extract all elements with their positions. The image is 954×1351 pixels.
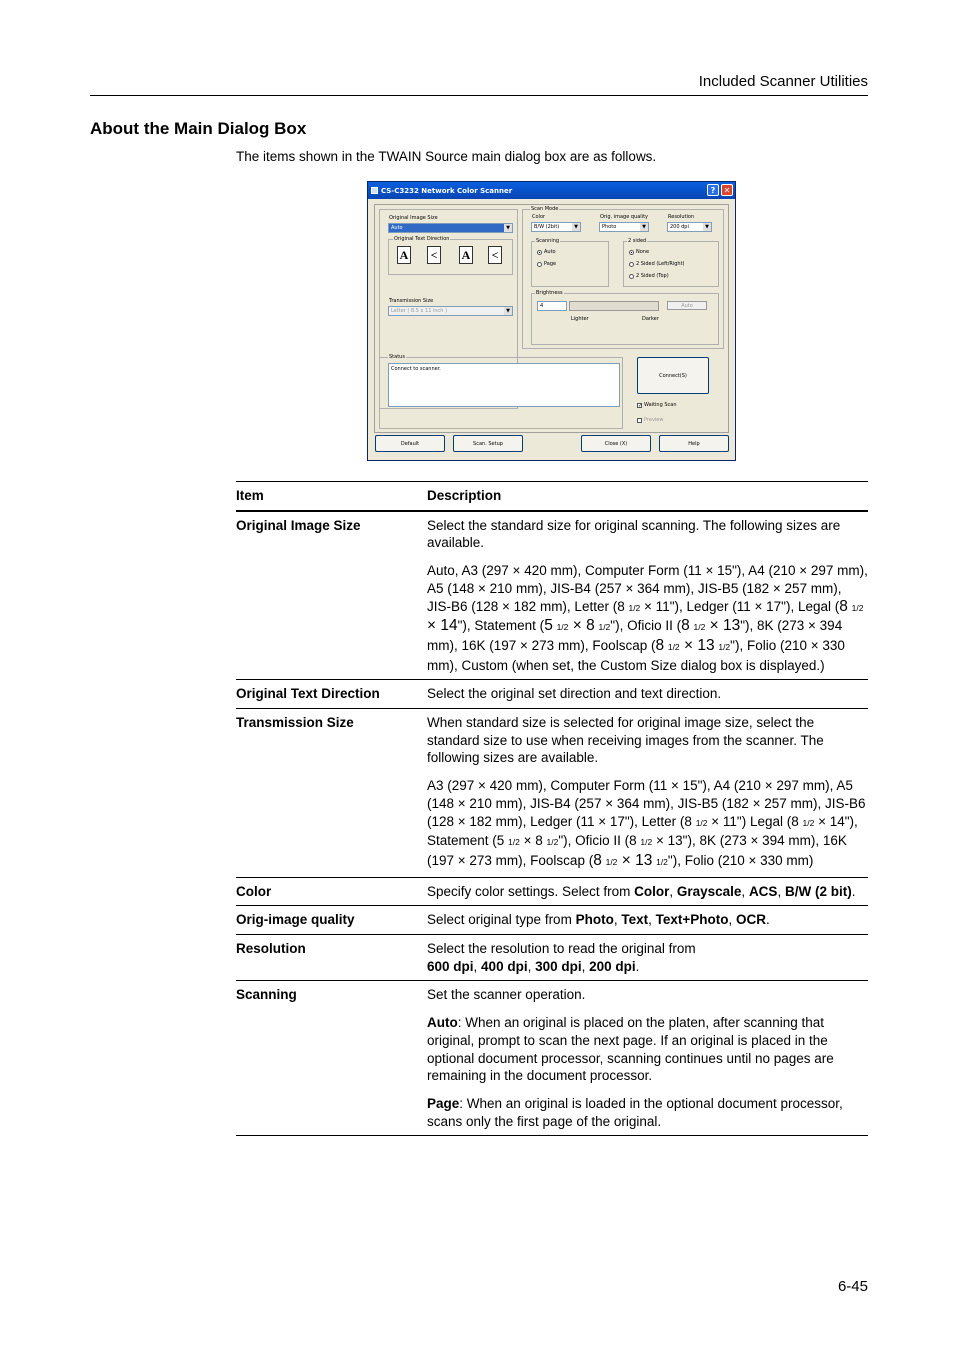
chevron-down-icon: ▼ — [504, 307, 512, 315]
text: "), Folio (210 × 330 mm), Custom (when set, the Custom Size dialog box is displayed.) — [427, 637, 845, 673]
text: × 13 — [617, 851, 653, 869]
row-item: Orig-image quality — [236, 912, 355, 928]
fraction: 1/2 — [546, 837, 559, 848]
auto-button[interactable]: Auto — [667, 301, 707, 310]
text: × 13 — [679, 636, 715, 654]
option-acs: ACS — [748, 883, 778, 899]
table-row — [236, 878, 868, 907]
text: . — [766, 912, 770, 928]
text: × 11") Legal (8 — [707, 813, 803, 829]
text: , — [527, 958, 536, 974]
fraction: 1/2 — [556, 622, 569, 633]
text: Select original type from — [427, 912, 576, 928]
dialog-titlebar — [368, 182, 735, 199]
text: : When an original is loaded in the optional document processor, scans only the first page of the original. — [427, 1095, 843, 1129]
help-button[interactable]: Help — [659, 435, 729, 452]
fraction: 1/2 — [667, 641, 680, 652]
row-item: Resolution — [236, 941, 306, 957]
row-item: Scanning — [236, 987, 297, 1003]
scanning-auto-label: Auto — [544, 249, 556, 255]
text: 8 — [681, 617, 690, 635]
brightness-label: Brightness — [536, 290, 563, 296]
checkmark-icon: ✓ — [638, 402, 643, 409]
scan-mode-label: Scan Mode — [531, 206, 559, 212]
original-image-size-value: Auto — [391, 225, 403, 231]
two-sided-lr-label: 2 Sided (Left/Right) — [636, 261, 685, 267]
text: × 14"), Statement (5 — [427, 813, 858, 849]
two-sided-none-radio[interactable] — [629, 249, 649, 255]
scanning-label: Scanning — [536, 238, 560, 244]
text: , — [669, 883, 677, 899]
table-row — [236, 981, 868, 1136]
direction-portrait-icon[interactable]: A — [397, 246, 411, 264]
text: Select the resolution to read the original from — [427, 941, 696, 957]
paragraph — [427, 777, 868, 872]
term-auto: Auto — [427, 1015, 458, 1031]
running-header: Included Scanner Utilities — [698, 73, 868, 90]
option-300dpi: 300 dpi — [535, 958, 582, 974]
two-sided-none-label: None — [636, 249, 650, 255]
row-description — [427, 709, 868, 877]
text: "), Oficio II (8 — [558, 833, 641, 849]
radio-icon — [629, 274, 634, 279]
two-sided-top-radio[interactable] — [629, 273, 669, 279]
row-description: Select the original set direction and text direction. — [427, 686, 722, 702]
text: × 14 — [427, 617, 458, 635]
transmission-size-select[interactable] — [388, 306, 513, 316]
text: Auto, A3 (297 × 420 mm), Computer Form (11 × 15"), A4 (210 × 297 mm), A5 (148 × 210 mm), JIS-B4 (257 × 364 mm), JIS-B5 (182 × 257 mm), JIS-B6 (128 × 182 mm), Letter (8 — [427, 563, 868, 614]
text: × 8 — [568, 617, 595, 635]
text: , — [777, 883, 785, 899]
text: 8 — [655, 636, 665, 654]
direction-rotated-icon[interactable]: < — [427, 246, 441, 264]
table-header — [236, 481, 868, 512]
connect-button[interactable]: Connect(S) — [637, 357, 709, 394]
text: , — [581, 958, 590, 974]
fraction: 1/2 — [693, 622, 706, 633]
paragraph — [427, 1095, 868, 1130]
items-table — [236, 481, 868, 1136]
resolution-select[interactable] — [667, 222, 712, 232]
fraction: 1/2 — [718, 641, 731, 652]
option-600dpi: 600 dpi — [427, 958, 474, 974]
row-description — [427, 878, 868, 906]
page-number: 6-45 — [837, 1278, 868, 1295]
scanning-page-label: Page — [544, 261, 557, 267]
orig-quality-label: Orig. image quality — [600, 214, 649, 220]
text: . — [635, 958, 640, 974]
text: "), Folio (210 × 330 mm) — [667, 852, 814, 868]
option-text: Text — [621, 912, 649, 928]
direction-landscape-icon[interactable]: A — [459, 246, 473, 264]
fraction: 1/2 — [695, 817, 708, 828]
radio-icon — [629, 262, 634, 267]
fraction: 1/2 — [628, 602, 641, 613]
checkbox-icon — [637, 418, 642, 423]
close-icon[interactable]: ✕ — [721, 184, 733, 196]
text: , — [613, 912, 622, 928]
original-text-direction-label: Original Text Direction — [394, 236, 450, 242]
fraction: 1/2 — [640, 837, 653, 848]
row-item: Color — [236, 883, 272, 899]
option-ocr: OCR — [736, 912, 767, 928]
fraction: 1/2 — [508, 837, 520, 848]
section-title: About the Main Dialog Box — [90, 119, 307, 138]
text: "), Oficio II ( — [610, 618, 682, 634]
intro-text: The items shown in the TWAIN Source main dialog box are as follows. — [236, 149, 657, 164]
text: × 13 — [705, 617, 741, 635]
chevron-down-icon: ▼ — [703, 223, 711, 231]
two-sided-top-label: 2 Sided (Top) — [636, 273, 669, 279]
term-page: Page — [427, 1095, 460, 1111]
fraction: 1/2 — [802, 817, 815, 828]
transmission-size-value: Letter ( 8.5 x 11 inch ) — [391, 308, 448, 314]
text: × 11"), Ledger (11 × 17"), Legal ( — [640, 598, 840, 614]
text: , — [741, 883, 749, 899]
row-item: Original Text Direction — [236, 686, 380, 702]
darker-label: Darker — [642, 316, 659, 322]
chevron-down-icon: ▼ — [640, 223, 648, 231]
option-400dpi: 400 dpi — [481, 958, 528, 974]
option-color: Color — [634, 883, 670, 899]
fraction: 1/2 — [605, 856, 618, 867]
text: . — [851, 883, 856, 899]
chevron-down-icon: ▼ — [504, 224, 512, 232]
chevron-down-icon: ▼ — [572, 223, 580, 231]
text: , — [728, 912, 737, 928]
default-button[interactable]: Default — [375, 435, 445, 452]
paragraph: When standard size is selected for original image size, select the standard size to use when receiving images from the scanner. The following sizes are available. — [427, 715, 824, 766]
fraction: 1/2 — [851, 602, 864, 613]
text: , — [648, 912, 656, 928]
scan-setup-button[interactable]: Scan. Setup — [453, 435, 523, 452]
option-text-photo: Text+Photo — [655, 912, 729, 928]
waiting-scan-label: Waiting Scan — [644, 402, 677, 408]
fraction: 1/2 — [598, 622, 611, 633]
original-image-size-select[interactable] — [388, 223, 513, 233]
option-200dpi: 200 dpi — [589, 958, 636, 974]
option-bw: B/W (2 bit) — [784, 883, 852, 899]
two-sided-lr-radio[interactable] — [629, 261, 685, 267]
color-select[interactable] — [531, 222, 581, 232]
row-description — [427, 512, 868, 680]
status-text: Connect to scanner. — [388, 363, 620, 407]
fraction: 1/2 — [656, 856, 668, 867]
status-label: Status — [389, 354, 405, 360]
waiting-scan-checkbox[interactable] — [637, 402, 677, 408]
row-item: Original Image Size — [236, 517, 361, 533]
text: "), 8K (273 × 394 mm), 16K (197 × 273 mm), Foolscap ( — [427, 618, 843, 653]
text: × 13"), 8K (273 × 394 mm), 16K (197 × 273 mm), Foolscap ( — [427, 833, 847, 868]
color-value: B/W (2bit) — [534, 224, 560, 230]
option-photo: Photo — [575, 912, 614, 928]
close-button[interactable]: Close (X) — [581, 435, 651, 452]
preview-label: Preview — [644, 417, 664, 423]
header-item: Item — [236, 488, 264, 503]
text: 8 — [839, 597, 848, 615]
text: : When an original is placed on the platen, after scanning that original, prompt to scan the next page. If an original is placed in the optional document processor, scanning continues until no pages are remaining in the document processor. — [427, 1015, 834, 1084]
orig-quality-select[interactable] — [599, 222, 649, 232]
radio-icon — [537, 262, 542, 267]
header-rule — [90, 95, 868, 96]
transmission-size-label: Transmission Size — [389, 298, 434, 304]
twain-dialog — [367, 181, 736, 461]
lighter-label: Lighter — [571, 316, 589, 322]
text: A3 (297 × 420 mm), Computer Form (11 × 15"), A4 (210 × 297 mm), A5 (148 × 210 mm), JIS-B4 (257 × 364 mm), JIS-B5 (182 × 257 mm), JIS-B6 (128 × 182 mm), Ledger (11 × 17"), Letter (8 — [427, 778, 866, 829]
brightness-input[interactable]: 4 — [537, 301, 567, 311]
paragraph — [427, 562, 868, 674]
orig-quality-value: Photo — [602, 224, 617, 230]
scanning-auto-radio[interactable] — [537, 249, 556, 255]
direction-landscape-rotated-icon[interactable]: < — [488, 246, 502, 264]
dialog-title: CS-C3232 Network Color Scanner — [381, 186, 513, 195]
table-row — [236, 709, 868, 878]
text: Specify color settings. Select from — [427, 883, 635, 899]
row-description — [427, 981, 868, 1135]
row-description — [427, 935, 868, 980]
table-row — [236, 906, 868, 935]
help-icon[interactable]: ? — [707, 184, 719, 196]
option-grayscale: Grayscale — [676, 883, 742, 899]
text: 5 — [544, 617, 553, 635]
row-description — [427, 906, 868, 934]
text: "), Statement ( — [457, 618, 545, 634]
paragraph: Select the standard size for original scanning. The following sizes are available. — [427, 517, 841, 551]
resolution-value: 200 dpi — [670, 224, 689, 230]
header-description: Description — [427, 488, 502, 503]
two-sided-label: 2 sided — [628, 238, 647, 244]
paragraph: Set the scanner operation. — [427, 987, 586, 1003]
text: , — [473, 958, 482, 974]
app-icon — [371, 187, 378, 194]
paragraph — [427, 1014, 868, 1085]
original-image-size-label: Original Image Size — [389, 215, 438, 221]
table-row — [236, 935, 868, 981]
table-row — [236, 680, 868, 709]
dialog-body — [374, 204, 729, 433]
color-label: Color — [532, 214, 546, 220]
row-item: Transmission Size — [236, 715, 354, 731]
text: 8 — [593, 851, 602, 869]
brightness-slider[interactable] — [569, 301, 659, 311]
preview-checkbox[interactable] — [637, 417, 663, 423]
table-row — [236, 512, 868, 681]
text: × 8 — [519, 833, 547, 849]
scanning-page-radio[interactable] — [537, 261, 556, 267]
radio-selected-icon — [537, 250, 542, 255]
radio-selected-icon — [629, 250, 634, 255]
resolution-label: Resolution — [668, 214, 695, 220]
